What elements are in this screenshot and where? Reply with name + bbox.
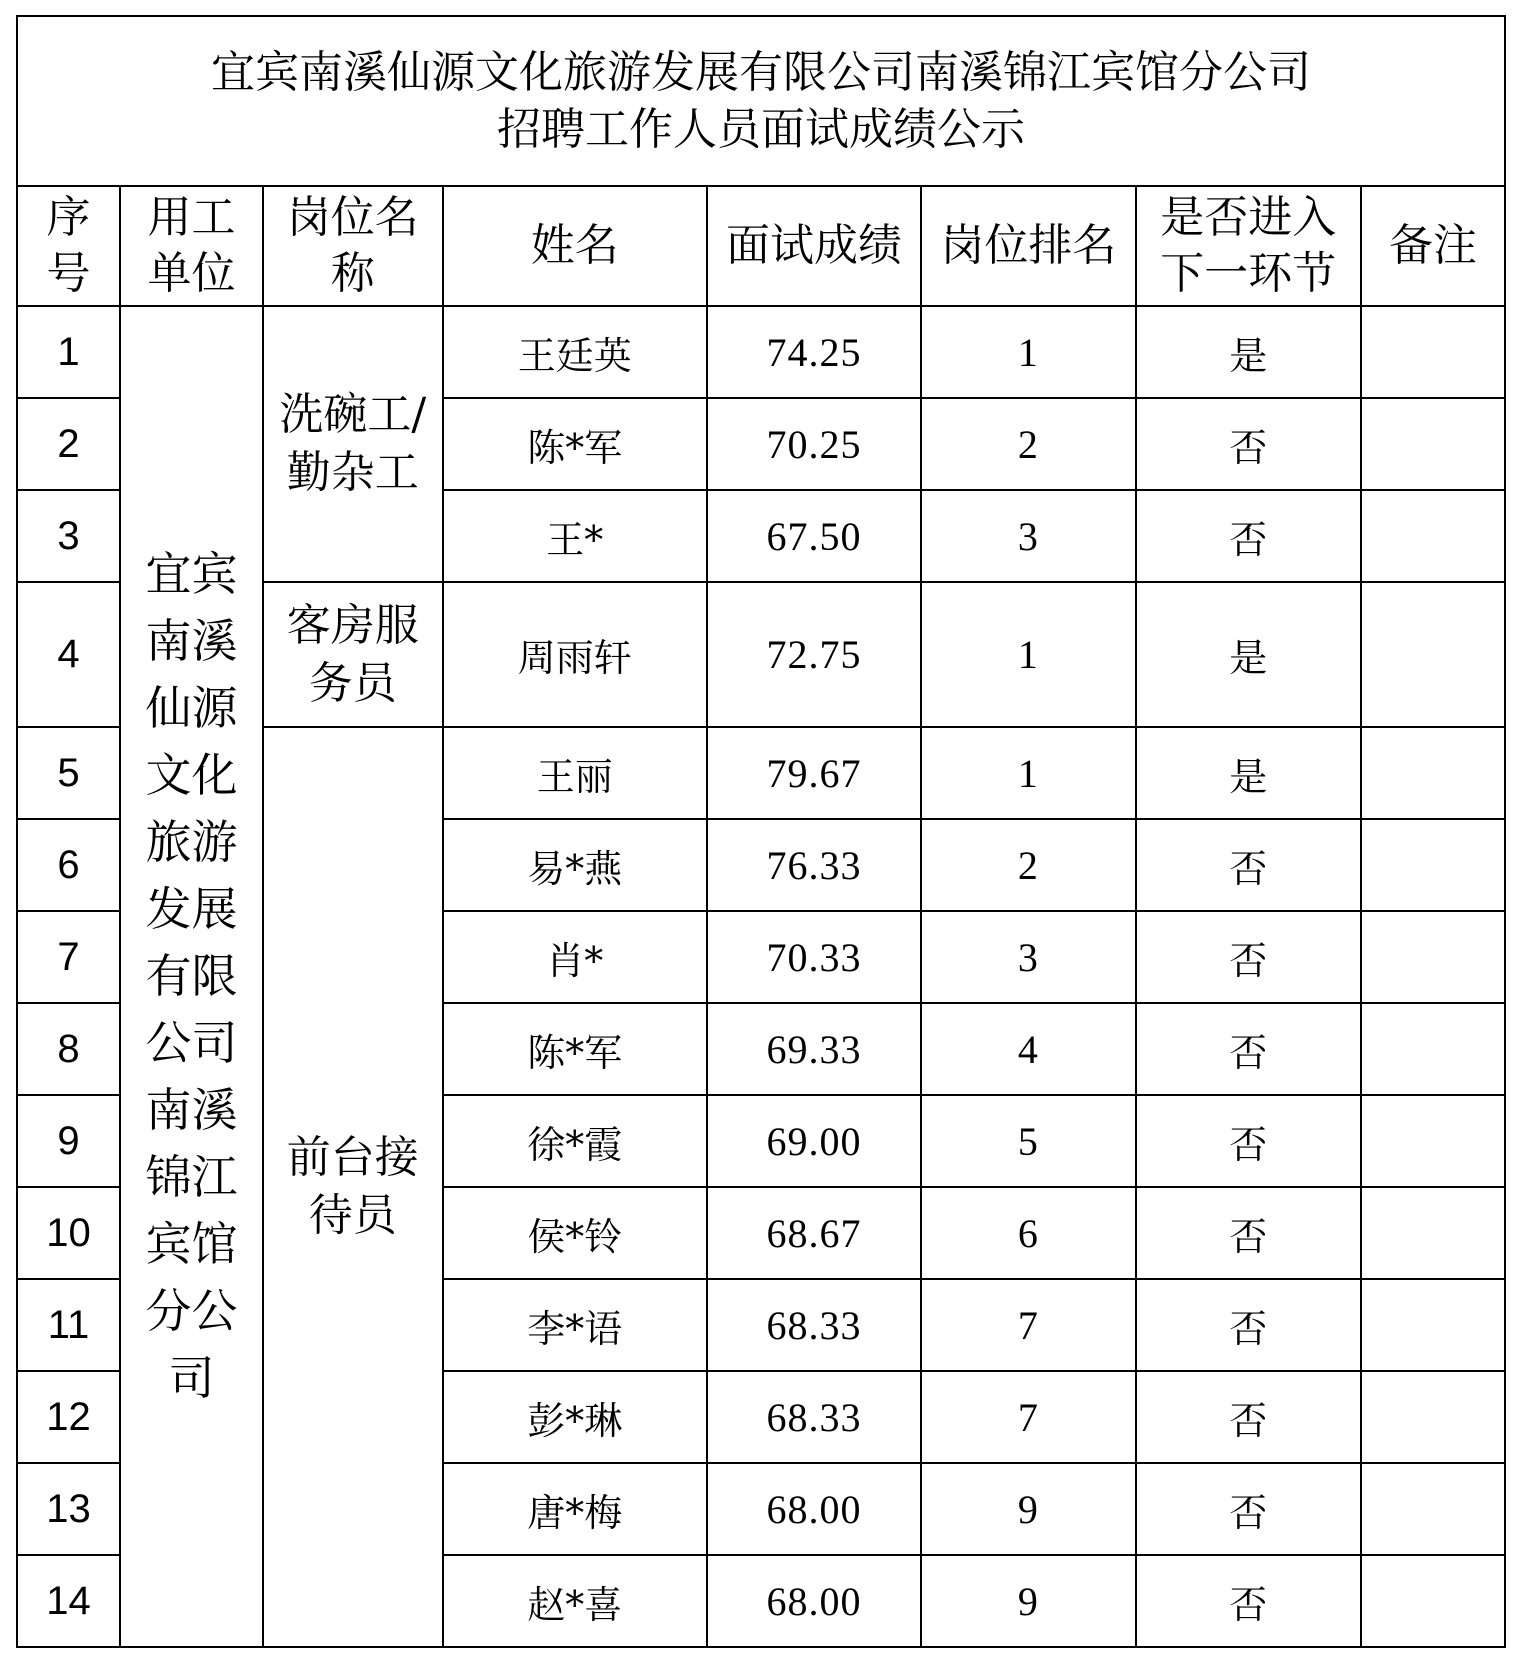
cell-next-round: 否 (1136, 1555, 1362, 1647)
cell-seq: 8 (17, 1003, 120, 1095)
header-seq: 序 号 (17, 186, 120, 306)
cell-seq: 2 (17, 398, 120, 490)
header-remark: 备注 (1361, 186, 1505, 306)
cell-next-round: 否 (1136, 398, 1362, 490)
cell-name: 侯*铃 (443, 1187, 707, 1279)
cell-seq: 5 (17, 727, 120, 819)
title-line-1: 宜宾南溪仙源文化旅游发展有限公司南溪锦江宾馆分公司 (211, 47, 1311, 98)
cell-name: 王廷英 (443, 306, 707, 398)
cell-score: 68.33 (707, 1371, 921, 1463)
cell-rank: 3 (921, 490, 1135, 582)
header-unit: 用工 单位 (120, 186, 263, 306)
cell-remark (1361, 1463, 1505, 1555)
cell-score: 68.00 (707, 1463, 921, 1555)
cell-remark (1361, 911, 1505, 1003)
header-row (17, 186, 1505, 306)
cell-seq: 4 (17, 582, 120, 727)
cell-remark (1361, 306, 1505, 398)
cell-name: 易*燕 (443, 819, 707, 911)
cell-rank: 3 (921, 911, 1135, 1003)
cell-score: 67.50 (707, 490, 921, 582)
cell-remark (1361, 819, 1505, 911)
cell-score: 79.67 (707, 727, 921, 819)
cell-seq: 3 (17, 490, 120, 582)
cell-next-round: 是 (1136, 727, 1362, 819)
title-row (17, 16, 1505, 186)
cell-rank: 6 (921, 1187, 1135, 1279)
cell-name: 唐*梅 (443, 1463, 707, 1555)
cell-seq: 1 (17, 306, 120, 398)
cell-rank: 1 (921, 306, 1135, 398)
cell-seq: 9 (17, 1095, 120, 1187)
cell-position-housekeeping: 客房服务员 (263, 582, 443, 727)
results-table (16, 15, 1506, 1648)
cell-name: 陈*军 (443, 1003, 707, 1095)
cell-score: 69.00 (707, 1095, 921, 1187)
table-title (17, 16, 1505, 186)
cell-next-round: 否 (1136, 819, 1362, 911)
header-position: 岗位名 称 (263, 186, 443, 306)
cell-rank: 2 (921, 398, 1135, 490)
cell-score: 74.25 (707, 306, 921, 398)
cell-seq: 14 (17, 1555, 120, 1647)
cell-next-round: 否 (1136, 1463, 1362, 1555)
cell-next-round: 是 (1136, 582, 1362, 727)
cell-remark (1361, 490, 1505, 582)
cell-remark (1361, 1095, 1505, 1187)
cell-unit: 宜宾南溪仙源文化旅游发展有限公司南溪锦江宾馆分公司 (120, 306, 263, 1647)
header-score: 面试成绩 (707, 186, 921, 306)
cell-name: 王丽 (443, 727, 707, 819)
title-line-2: 招聘工作人员面试成绩公示 (497, 104, 1025, 155)
cell-score: 70.25 (707, 398, 921, 490)
cell-seq: 10 (17, 1187, 120, 1279)
cell-remark (1361, 1279, 1505, 1371)
cell-rank: 1 (921, 582, 1135, 727)
cell-rank: 9 (921, 1463, 1135, 1555)
cell-score: 68.33 (707, 1279, 921, 1371)
cell-remark (1361, 1555, 1505, 1647)
cell-name: 肖* (443, 911, 707, 1003)
cell-rank: 7 (921, 1371, 1135, 1463)
cell-next-round: 否 (1136, 1279, 1362, 1371)
cell-name: 彭*琳 (443, 1371, 707, 1463)
header-rank: 岗位排名 (921, 186, 1135, 306)
cell-remark (1361, 1371, 1505, 1463)
cell-name: 李*语 (443, 1279, 707, 1371)
cell-next-round: 否 (1136, 1003, 1362, 1095)
cell-score: 69.33 (707, 1003, 921, 1095)
cell-rank: 7 (921, 1279, 1135, 1371)
cell-name: 赵*喜 (443, 1555, 707, 1647)
cell-remark (1361, 398, 1505, 490)
cell-seq: 6 (17, 819, 120, 911)
cell-score: 68.67 (707, 1187, 921, 1279)
cell-name: 陈*军 (443, 398, 707, 490)
cell-rank: 5 (921, 1095, 1135, 1187)
cell-rank: 9 (921, 1555, 1135, 1647)
cell-next-round: 否 (1136, 1187, 1362, 1279)
cell-score: 76.33 (707, 819, 921, 911)
cell-next-round: 否 (1136, 911, 1362, 1003)
cell-position-front-desk: 前台接待员 (263, 727, 443, 1647)
cell-position-dishwasher: 洗碗工/勤杂工 (263, 306, 443, 582)
cell-score: 70.33 (707, 911, 921, 1003)
cell-rank: 4 (921, 1003, 1135, 1095)
cell-score: 72.75 (707, 582, 921, 727)
table-row (17, 306, 1505, 398)
cell-name: 周雨轩 (443, 582, 707, 727)
cell-rank: 1 (921, 727, 1135, 819)
cell-next-round: 否 (1136, 490, 1362, 582)
cell-seq: 12 (17, 1371, 120, 1463)
cell-next-round: 否 (1136, 1095, 1362, 1187)
cell-next-round: 否 (1136, 1371, 1362, 1463)
cell-next-round: 是 (1136, 306, 1362, 398)
cell-rank: 2 (921, 819, 1135, 911)
cell-seq: 13 (17, 1463, 120, 1555)
cell-score: 68.00 (707, 1555, 921, 1647)
header-next-round: 是否进入 下一环节 (1136, 186, 1362, 306)
cell-name: 王* (443, 490, 707, 582)
cell-remark (1361, 1003, 1505, 1095)
header-name: 姓名 (443, 186, 707, 306)
cell-remark (1361, 727, 1505, 819)
cell-remark (1361, 582, 1505, 727)
cell-seq: 11 (17, 1279, 120, 1371)
cell-seq: 7 (17, 911, 120, 1003)
cell-remark (1361, 1187, 1505, 1279)
cell-name: 徐*霞 (443, 1095, 707, 1187)
